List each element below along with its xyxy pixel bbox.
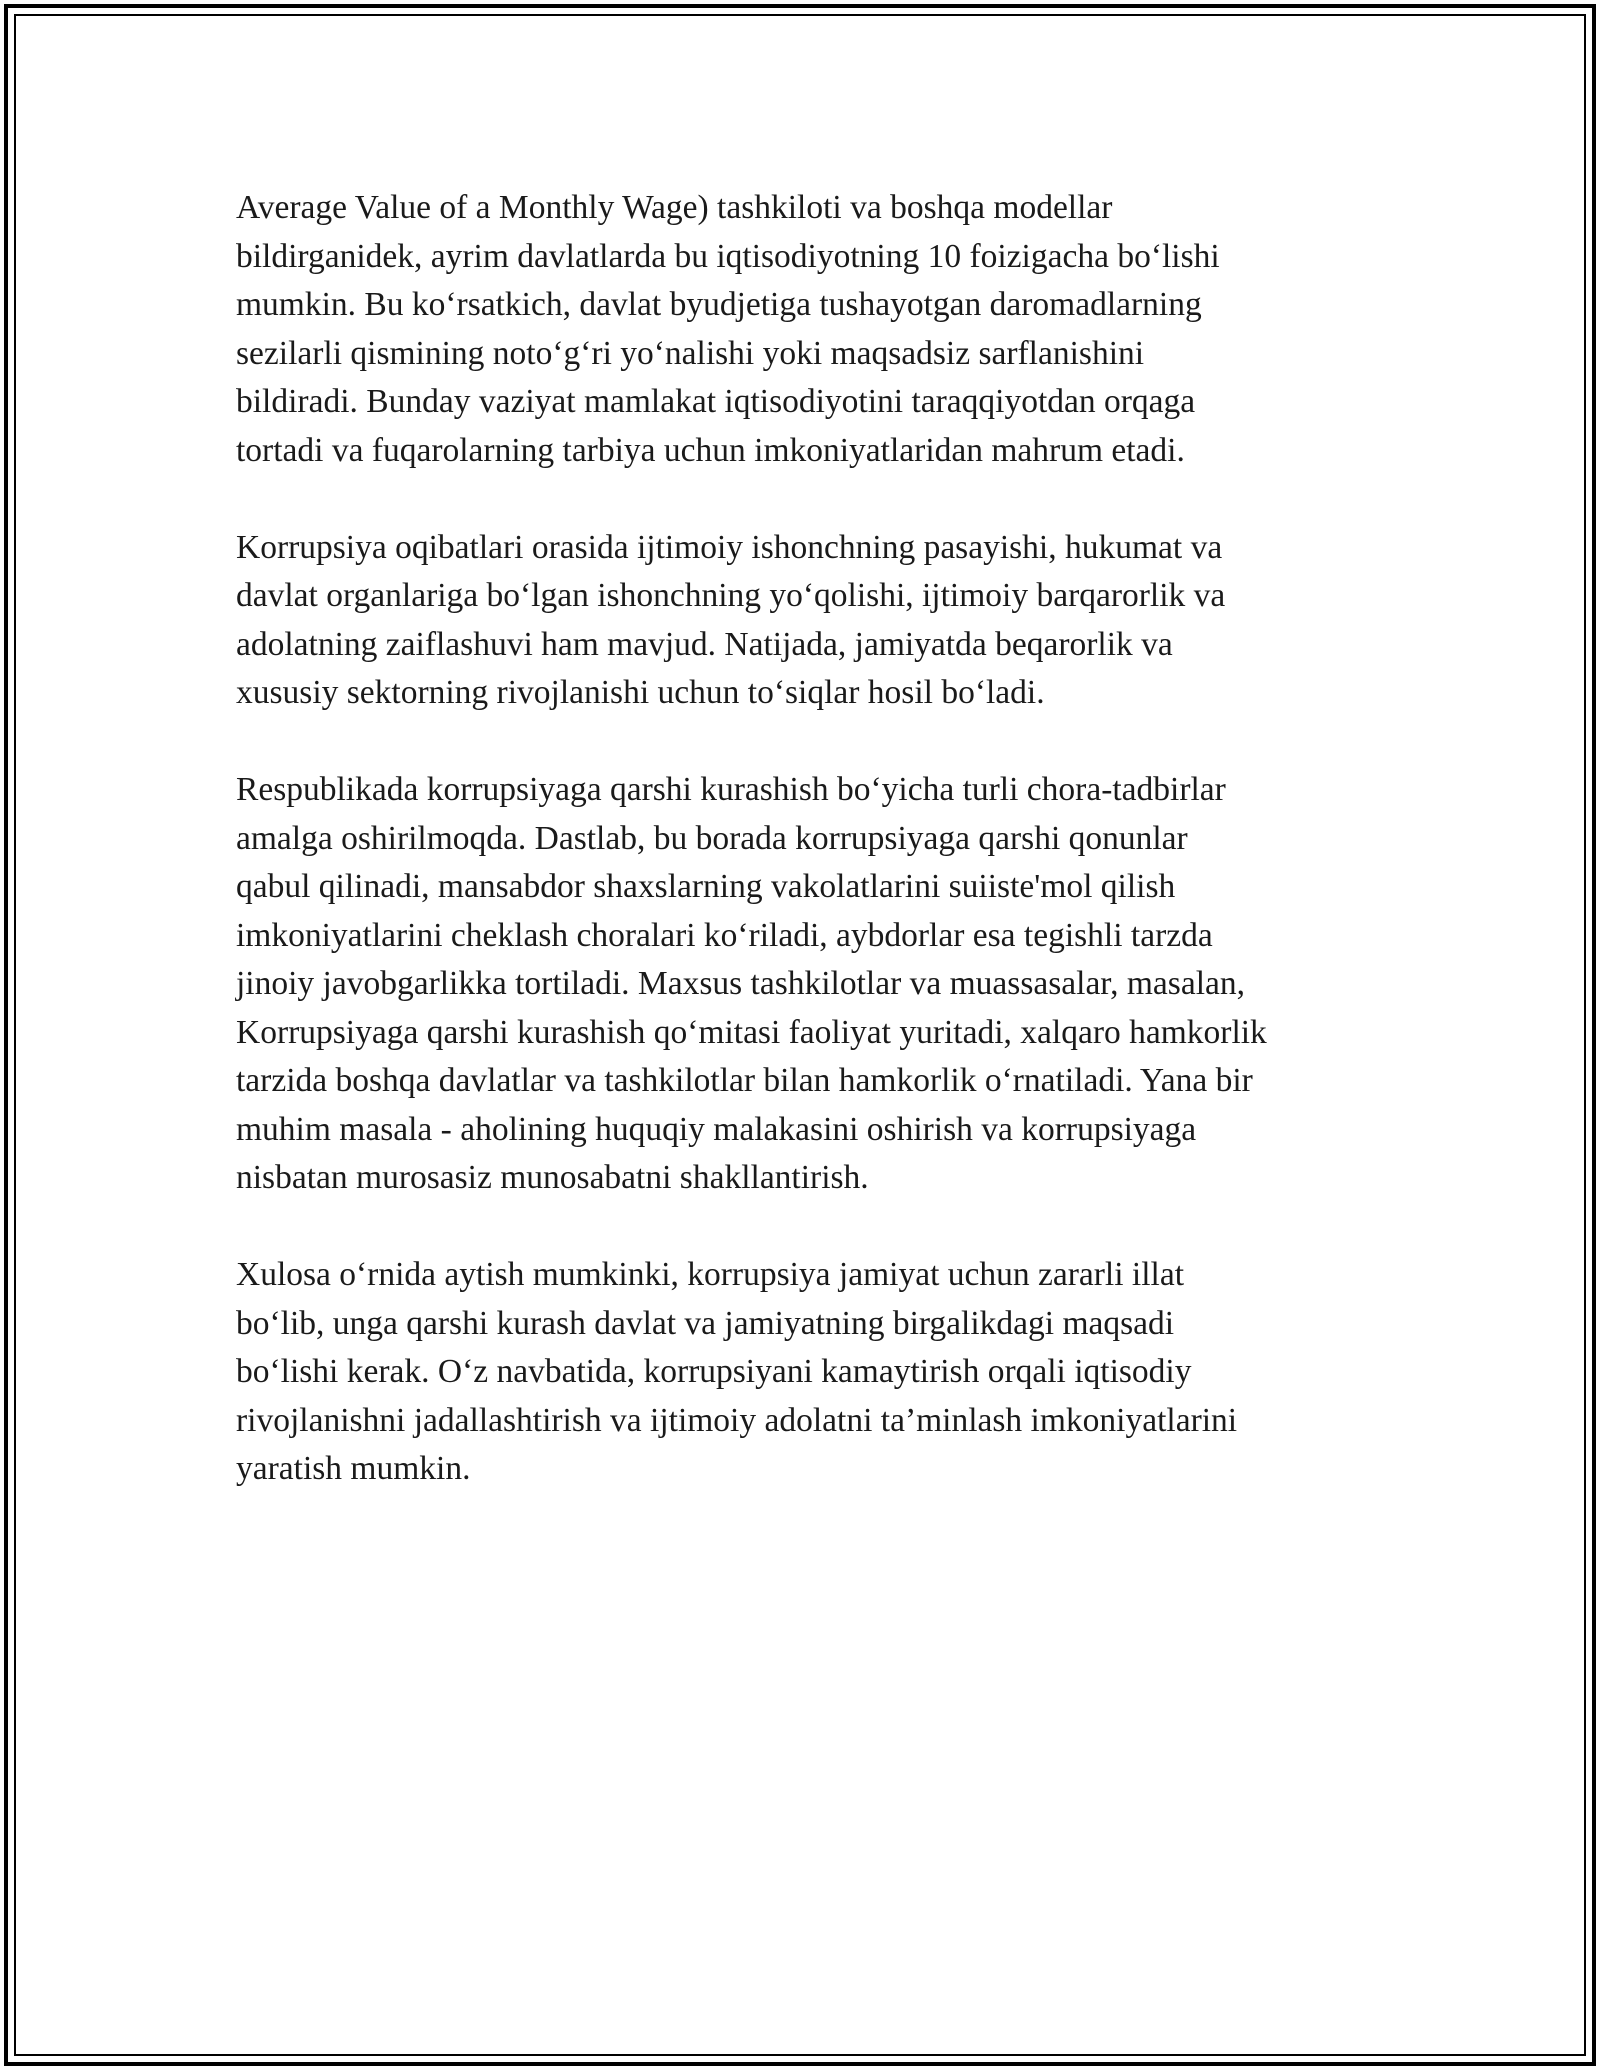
paragraph-1 [236, 184, 1386, 475]
paragraph-line: imkoniyatlarini cheklash choralari koʻriladi, aybdorlar esa tegishli tarzda [236, 916, 1213, 954]
paragraph-3 [236, 766, 1386, 1203]
paragraph-line: boʻlib, unga qarshi kurash davlat va jamiyatning birgalikdagi maqsadi [236, 1304, 1175, 1342]
paragraph-line: Korrupsiya oqibatlari orasida ijtimoiy ishonchning pasayishi, hukumat va [236, 528, 1223, 566]
paragraph-line: Korrupsiyaga qarshi kurashish qoʻmitasi faoliyat yuritadi, xalqaro hamkorlik [236, 1013, 1267, 1051]
document-body [236, 184, 1386, 1542]
paragraph-4 [236, 1251, 1386, 1494]
paragraph-line: davlat organlariga boʻlgan ishonchning yoʻqolishi, ijtimoiy barqarorlik va [236, 577, 1226, 614]
paragraph-line: Respublikada korrupsiyaga qarshi kurashish boʻyicha turli chora-tadbirlar [236, 771, 1226, 808]
paragraph-line: tarzida boshqa davlatlar va tashkilotlar bilan hamkorlik oʻrnatiladi. Yana bir [236, 1062, 1253, 1099]
paragraph-line: boʻlishi kerak. Oʻz navbatida, korrupsiyani kamaytirish orqali iqtisodiy [236, 1353, 1192, 1390]
paragraph-line: rivojlanishni jadallashtirish va ijtimoiy adolatni ta’minlash imkoniyatlarini [236, 1401, 1238, 1439]
paragraph-2 [236, 524, 1386, 718]
paragraph-line: Average Value of a Monthly Wage) tashkiloti va boshqa modellar [236, 189, 1113, 226]
paragraph-line: jinoiy javobgarlikka tortiladi. Maxsus tashkilotlar va muassasalar, masalan, [236, 965, 1246, 1002]
paragraph-line: amalga oshirilmoqda. Dastlab, bu borada korrupsiyaga qarshi qonunlar [236, 819, 1188, 857]
paragraph-line: sezilarli qismining notoʻgʻri yoʻnalishi yoki maqsadsiz sarflanishini [236, 334, 1145, 372]
paragraph-line: mumkin. Bu koʻrsatkich, davlat byudjetiga tushayotgan daromadlarning [236, 286, 1202, 323]
paragraph-line: yaratish mumkin. [236, 1450, 471, 1487]
paragraph-line: bildiradi. Bunday vaziyat mamlakat iqtisodiyotini taraqqiyotdan orqaga [236, 383, 1196, 420]
paragraph-line: qabul qilinadi, mansabdor shaxslarning vakolatlarini suiiste'mol qilish [236, 868, 1176, 905]
paragraph-line: xususiy sektorning rivojlanishi uchun toʻsiqlar hosil boʻladi. [236, 674, 1045, 711]
paragraph-line: bildirganidek, ayrim davlatlarda bu iqtisodiyotning 10 foizigacha boʻlishi [236, 237, 1220, 275]
paragraph-line: adolatning zaiflashuvi ham mavjud. Natijada, jamiyatda beqarorlik va [236, 625, 1173, 663]
paragraph-line: tortadi va fuqarolarning tarbiya uchun imkoniyatlaridan mahrum etadi. [236, 431, 1185, 469]
paragraph-line: muhim masala - aholining huquqiy malakasini oshirish va korrupsiyaga [236, 1110, 1197, 1148]
paragraph-line: Xulosa oʻrnida aytish mumkinki, korrupsiya jamiyat uchun zararli illat [236, 1256, 1185, 1293]
paragraph-line: nisbatan murosasiz munosabatni shakllantirish. [236, 1159, 869, 1196]
